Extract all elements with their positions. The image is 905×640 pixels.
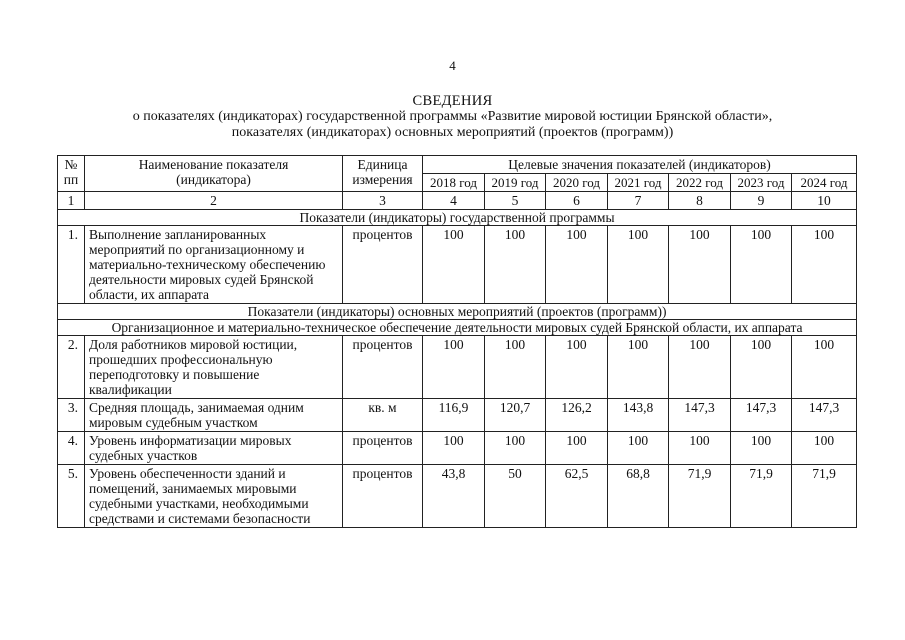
indicator-value: 100 — [423, 226, 485, 304]
indicator-value: 100 — [485, 432, 546, 465]
header-targets: Целевые значения показателей (индикаторов) — [423, 156, 857, 174]
indicator-value: 100 — [669, 336, 731, 399]
header-number-line-1: № — [64, 157, 78, 172]
header-number — [58, 156, 85, 192]
column-number: 5 — [485, 192, 546, 210]
indicator-name: Выполнение запланированных мероприятий по организационному и материально-техническому обеспечению деятельности мировых судей Брянской области, их аппарата — [85, 226, 343, 304]
indicator-value: 147,3 — [792, 399, 857, 432]
column-number: 4 — [423, 192, 485, 210]
indicator-value: 100 — [485, 336, 546, 399]
indicator-value: 126,2 — [546, 399, 608, 432]
header-name — [85, 156, 343, 192]
indicator-value: 100 — [792, 336, 857, 399]
section-row — [58, 304, 857, 320]
indicators-table — [57, 155, 857, 528]
indicator-name: Средняя площадь, занимаемая одним мировым судебным участком — [85, 399, 343, 432]
header-name-line-1: Наименование показателя — [138, 157, 289, 172]
header-year: 2024 год — [792, 174, 857, 192]
indicator-value: 71,9 — [792, 465, 857, 528]
indicator-value: 147,3 — [731, 399, 792, 432]
column-number: 2 — [85, 192, 343, 210]
header-name-line-2: (индикатора) — [176, 172, 251, 187]
indicator-value: 100 — [731, 226, 792, 304]
header-unit-line-1: Единица — [357, 157, 408, 172]
header-year: 2018 год — [423, 174, 485, 192]
indicator-name: Уровень информатизации мировых судебных участков — [85, 432, 343, 465]
indicator-value: 100 — [731, 432, 792, 465]
header-year: 2020 год — [546, 174, 608, 192]
column-number: 1 — [58, 192, 85, 210]
column-number: 6 — [546, 192, 608, 210]
column-number: 7 — [608, 192, 669, 210]
row-number: 5. — [58, 465, 85, 528]
indicator-unit: кв. м — [343, 399, 423, 432]
section-title: Показатели (индикаторы) основных мероприятий (проектов (программ)) — [58, 304, 857, 320]
indicator-unit: процентов — [343, 465, 423, 528]
row-number: 2. — [58, 336, 85, 399]
column-number: 9 — [731, 192, 792, 210]
table-row — [58, 336, 857, 399]
indicator-value: 62,5 — [546, 465, 608, 528]
header-year: 2019 год — [485, 174, 546, 192]
indicator-value: 100 — [608, 432, 669, 465]
indicator-value: 100 — [423, 336, 485, 399]
indicator-value: 100 — [546, 226, 608, 304]
document-heading — [0, 93, 905, 141]
row-number: 1. — [58, 226, 85, 304]
header-year: 2022 год — [669, 174, 731, 192]
indicator-value: 100 — [423, 432, 485, 465]
indicator-value: 100 — [546, 336, 608, 399]
row-number: 3. — [58, 399, 85, 432]
indicator-value: 120,7 — [485, 399, 546, 432]
indicator-value: 100 — [608, 226, 669, 304]
indicator-value: 71,9 — [669, 465, 731, 528]
header-unit-line-2: измерения — [352, 172, 413, 187]
indicator-unit: процентов — [343, 226, 423, 304]
indicator-value: 147,3 — [669, 399, 731, 432]
indicator-name: Уровень обеспеченности зданий и помещений, занимаемых мировыми судебными участками, необходимыми средствами и системами безопасности — [85, 465, 343, 528]
column-number: 3 — [343, 192, 423, 210]
indicator-value: 50 — [485, 465, 546, 528]
heading-line-1: о показателях (индикаторах) государственной программы «Развитие мировой юстиции Брянской области», — [132, 109, 773, 124]
header-number-line-2: пп — [63, 172, 79, 187]
indicator-value: 100 — [669, 432, 731, 465]
column-number: 10 — [792, 192, 857, 210]
column-number-row — [58, 192, 857, 210]
section-row — [58, 210, 857, 226]
indicator-value: 100 — [731, 336, 792, 399]
indicator-value: 100 — [792, 432, 857, 465]
table-row — [58, 399, 857, 432]
page-number: 4 — [449, 58, 456, 73]
section-title: Показатели (индикаторы) государственной программы — [58, 210, 857, 226]
indicator-value: 100 — [792, 226, 857, 304]
indicator-value: 100 — [546, 432, 608, 465]
indicator-value: 68,8 — [608, 465, 669, 528]
indicator-value: 143,8 — [608, 399, 669, 432]
table-row — [58, 465, 857, 528]
header-year: 2021 год — [608, 174, 669, 192]
subsection-row — [58, 320, 857, 336]
table-row — [58, 432, 857, 465]
header-unit — [343, 156, 423, 192]
indicator-value: 100 — [608, 336, 669, 399]
indicator-unit: процентов — [343, 336, 423, 399]
header-row-1 — [58, 156, 857, 174]
heading-line-2: показателях (индикаторах) основных мероприятий (проектов (программ)) — [231, 125, 674, 140]
header-year: 2023 год — [731, 174, 792, 192]
indicator-value: 100 — [485, 226, 546, 304]
document-title: СВЕДЕНИЯ — [412, 93, 493, 109]
indicator-value: 100 — [669, 226, 731, 304]
row-number: 4. — [58, 432, 85, 465]
indicator-unit: процентов — [343, 432, 423, 465]
indicator-value: 71,9 — [731, 465, 792, 528]
subsection-title: Организационное и материально-техническое обеспечение деятельности мировых судей Брянской области, их аппарата — [58, 320, 857, 336]
table-row — [58, 226, 857, 304]
indicator-name: Доля работников мировой юстиции, прошедших профессиональную переподготовку и повышение квалификации — [85, 336, 343, 399]
indicator-value: 116,9 — [423, 399, 485, 432]
column-number: 8 — [669, 192, 731, 210]
indicator-value: 43,8 — [423, 465, 485, 528]
